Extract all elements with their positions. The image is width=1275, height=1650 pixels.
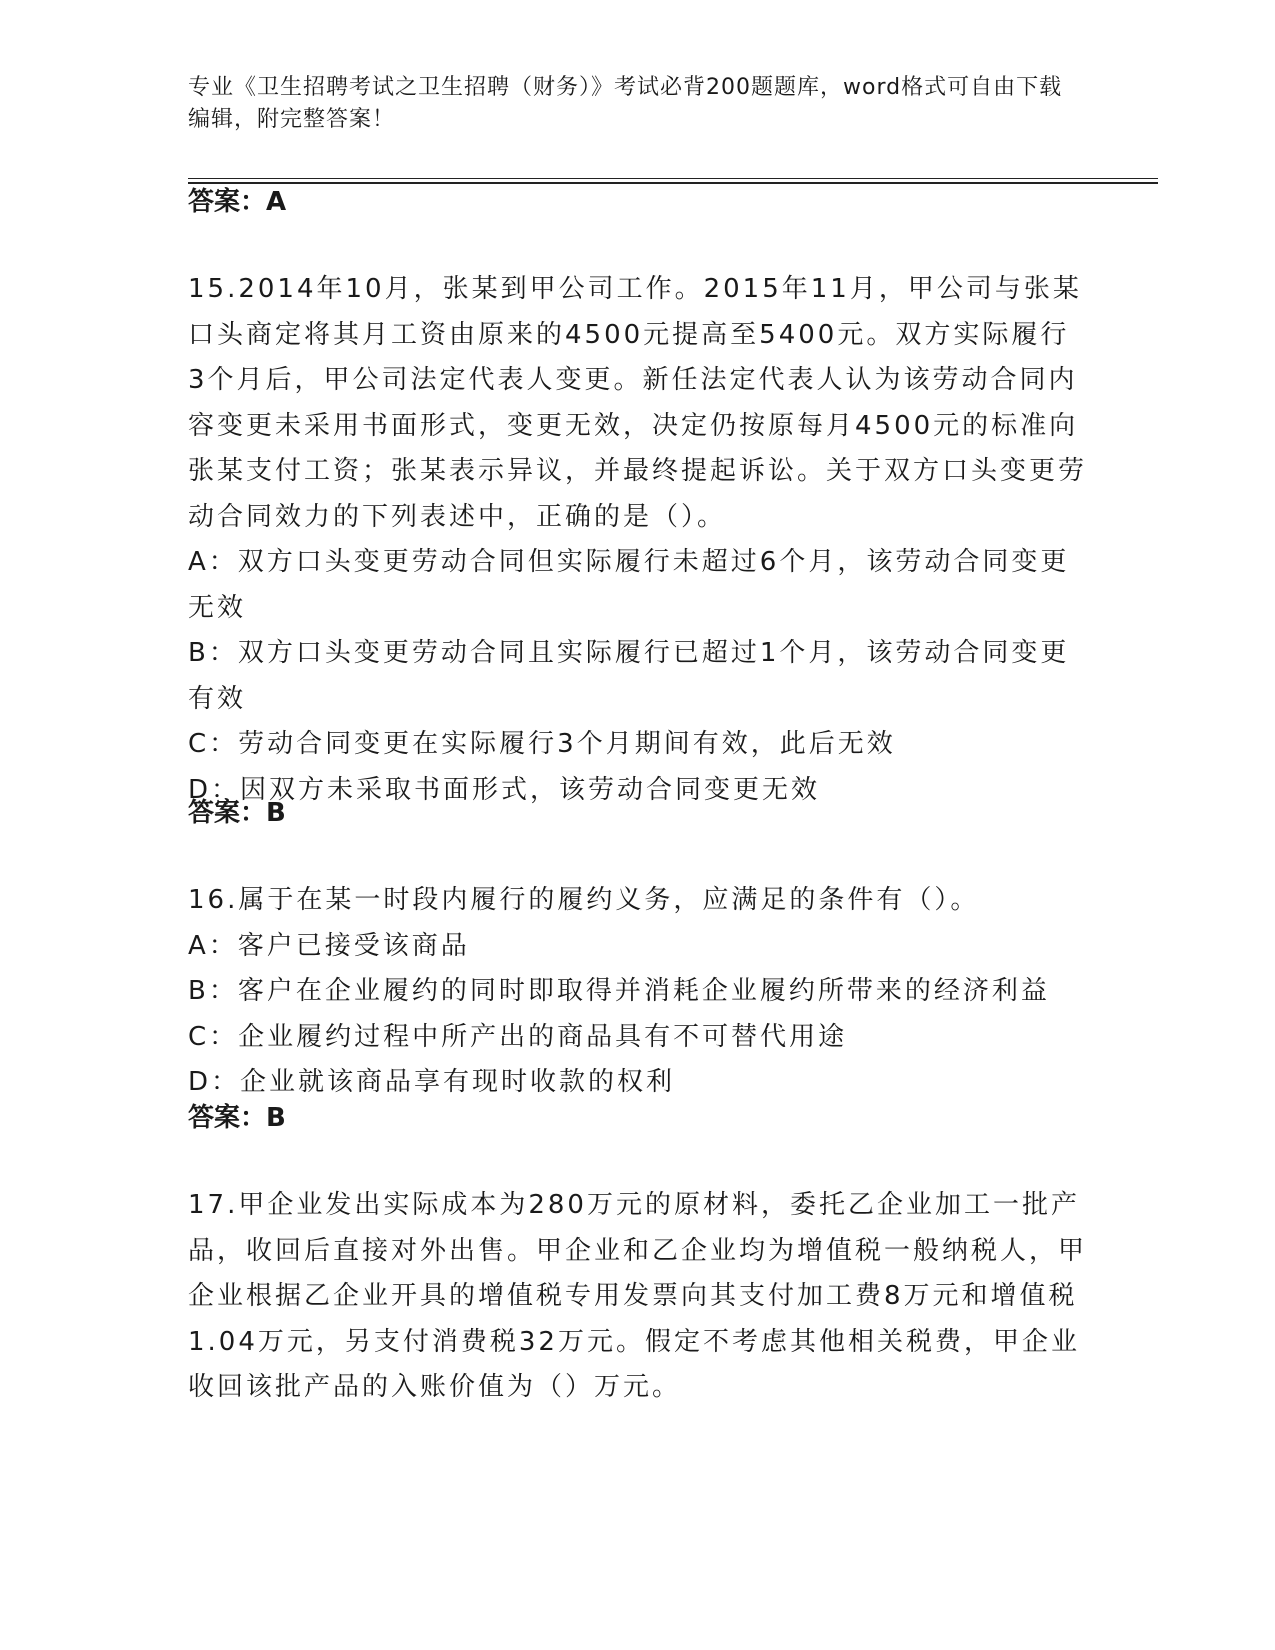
option-b: B：客户在企业履约的同时即取得并消耗企业履约所带来的经济利益 bbox=[188, 976, 1050, 1006]
answer-label: 答案：A bbox=[188, 187, 287, 217]
question-16 bbox=[188, 878, 1088, 1106]
question-15 bbox=[188, 267, 1088, 813]
option-c: C：企业履约过程中所产出的商品具有不可替代用途 bbox=[188, 1021, 848, 1052]
option-d: D：因双方未采取书面形式，该劳动合同变更无效 bbox=[188, 774, 821, 805]
header-divider-thin bbox=[188, 178, 1158, 179]
option-d: D：企业就该商品享有现时收款的权利 bbox=[188, 1067, 676, 1097]
answer-label: 答案：B bbox=[188, 798, 286, 828]
option-b: B：双方口头变更劳动合同且实际履行已超过1个月，该劳动合同变更有效 bbox=[188, 638, 1070, 714]
option-c: C：劳动合同变更在实际履行3个月期间有效，此后无效 bbox=[188, 729, 896, 759]
question-stem: 17.甲企业发出实际成本为280万元的原材料，委托乙企业加工一批产品，收回后直接对外出售。甲企业和乙企业均为增值税一般纳税人，甲企业根据乙企业开具的增值税专用发票向其支付加工费8万元和增值税1.04万元，另支付消费税32万元。假定不考虑其他相关税费，甲企业收回该批产品的入账价值为（）万元。 bbox=[188, 1190, 1088, 1402]
question-stem: 15.2014年10月，张某到甲公司工作。2015年11月，甲公司与张某口头商定将其月工资由原来的4500元提高至5400元。双方实际履行3个月后，甲公司法定代表人变更。新任法定代表人认为该劳动合同内容变更未采用书面形式，变更无效，决定仍按原每月4500元的标准向张某支付工资；张某表示异议，并最终提起诉讼。关于双方口头变更劳动合同效力的下列表述中，正确的是（）。 bbox=[188, 274, 1088, 532]
document-header: 专业《卫生招聘考试之卫生招聘（财务）》考试必背200题题库，word格式可自由下载编辑，附完整答案！ bbox=[188, 75, 1063, 132]
answer-label: 答案：B bbox=[188, 1103, 286, 1133]
option-a: A：客户已接受该商品 bbox=[188, 930, 470, 961]
header-divider-thick bbox=[188, 182, 1158, 184]
question-stem: 16.属于在某一时段内履行的履约义务，应满足的条件有（）。 bbox=[188, 885, 980, 915]
question-17 bbox=[188, 1183, 1088, 1411]
option-a: A：双方口头变更劳动合同但实际履行未超过6个月，该劳动合同变更无效 bbox=[188, 547, 1070, 623]
